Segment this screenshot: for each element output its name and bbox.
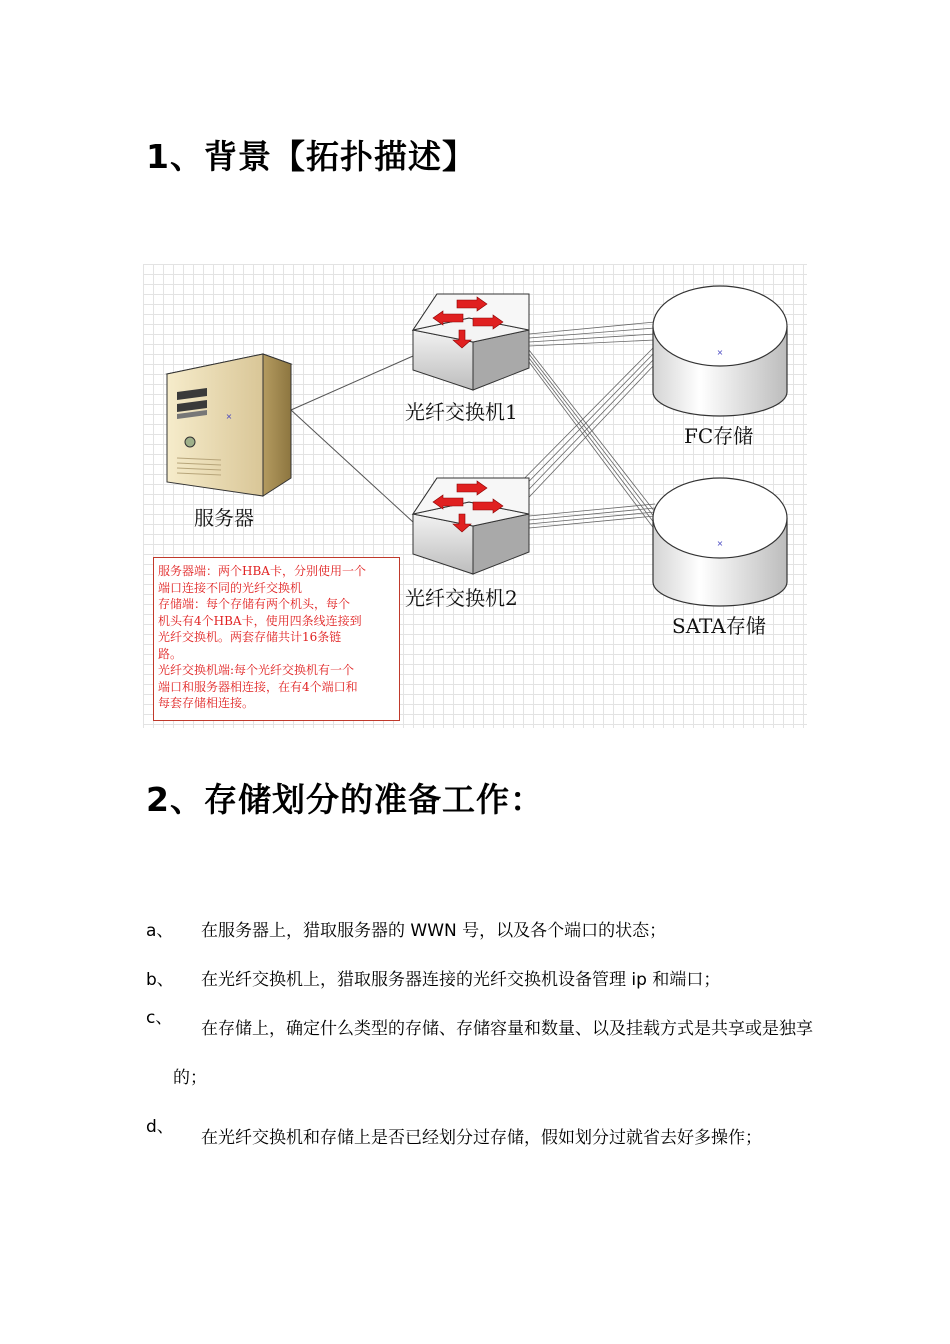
switch-1-label: 光纤交换机1 bbox=[405, 400, 518, 424]
note-line: 每套存储相连接。 bbox=[158, 696, 255, 710]
list-item bbox=[146, 1114, 816, 1163]
note-line: 光纤交换机。两套存储共计16条链 bbox=[158, 630, 342, 644]
note-line: 端口和服务器相连接，在有4个端口和 bbox=[158, 679, 358, 694]
note-line: 路。 bbox=[158, 646, 183, 661]
switch-2-label: 光纤交换机2 bbox=[405, 586, 518, 610]
note-line: 服务器端：两个HBA卡，分别使用一个 bbox=[158, 564, 366, 578]
list-item-text: 在光纤交换机和存储上是否已经划分过存储，假如划分过就省去好多操作； bbox=[201, 1128, 762, 1148]
list-item bbox=[146, 918, 816, 945]
note-line: 存储端：每个存储有两个机头，每个 bbox=[158, 597, 351, 611]
fc-storage-label: FC存储 bbox=[684, 424, 754, 448]
note-line: 光纤交换机端:每个光纤交换机有一个 bbox=[158, 663, 355, 677]
list-item bbox=[146, 1005, 816, 1103]
sata-storage-label: SATA存储 bbox=[672, 614, 766, 638]
section-1-heading: 1、背景【拓扑描述】 bbox=[146, 137, 476, 176]
server-icon bbox=[167, 354, 291, 496]
fc-storage-icon bbox=[653, 286, 787, 416]
list-marker: a、 bbox=[146, 921, 174, 941]
list-marker: d、 bbox=[146, 1117, 174, 1137]
svg-text:×: × bbox=[716, 539, 724, 548]
list-item-text: 在服务器上，猎取服务器的 WWN 号，以及各个端口的状态； bbox=[201, 921, 667, 941]
note-line: 端口连接不同的光纤交换机 bbox=[158, 580, 303, 595]
sata-storage-icon bbox=[653, 478, 787, 606]
topology-diagram bbox=[143, 264, 807, 728]
list-item-text: 在光纤交换机上，猎取服务器连接的光纤交换机设备管理 ip 和端口； bbox=[201, 970, 721, 990]
server-cables bbox=[291, 356, 413, 522]
svg-text:×: × bbox=[716, 348, 724, 357]
fibre-switch-2-icon bbox=[413, 478, 529, 574]
svg-text:×: × bbox=[225, 412, 233, 421]
list-marker: c、 bbox=[146, 1008, 173, 1028]
list-item bbox=[146, 967, 816, 994]
fibre-switch-1-icon bbox=[413, 294, 529, 390]
list-item-text: 在存储上，确定什么类型的存储、存储容量和数量、以及挂载方式是共享或是独享的； bbox=[173, 1019, 813, 1088]
list-marker: b、 bbox=[146, 970, 174, 990]
topology-note-box bbox=[153, 557, 400, 721]
preparation-list bbox=[146, 918, 816, 1185]
server-label: 服务器 bbox=[194, 506, 254, 530]
section-2-heading: 2、存储划分的准备工作： bbox=[146, 780, 544, 819]
note-line: 机头有4个HBA卡，使用四条线连接到 bbox=[158, 613, 362, 628]
